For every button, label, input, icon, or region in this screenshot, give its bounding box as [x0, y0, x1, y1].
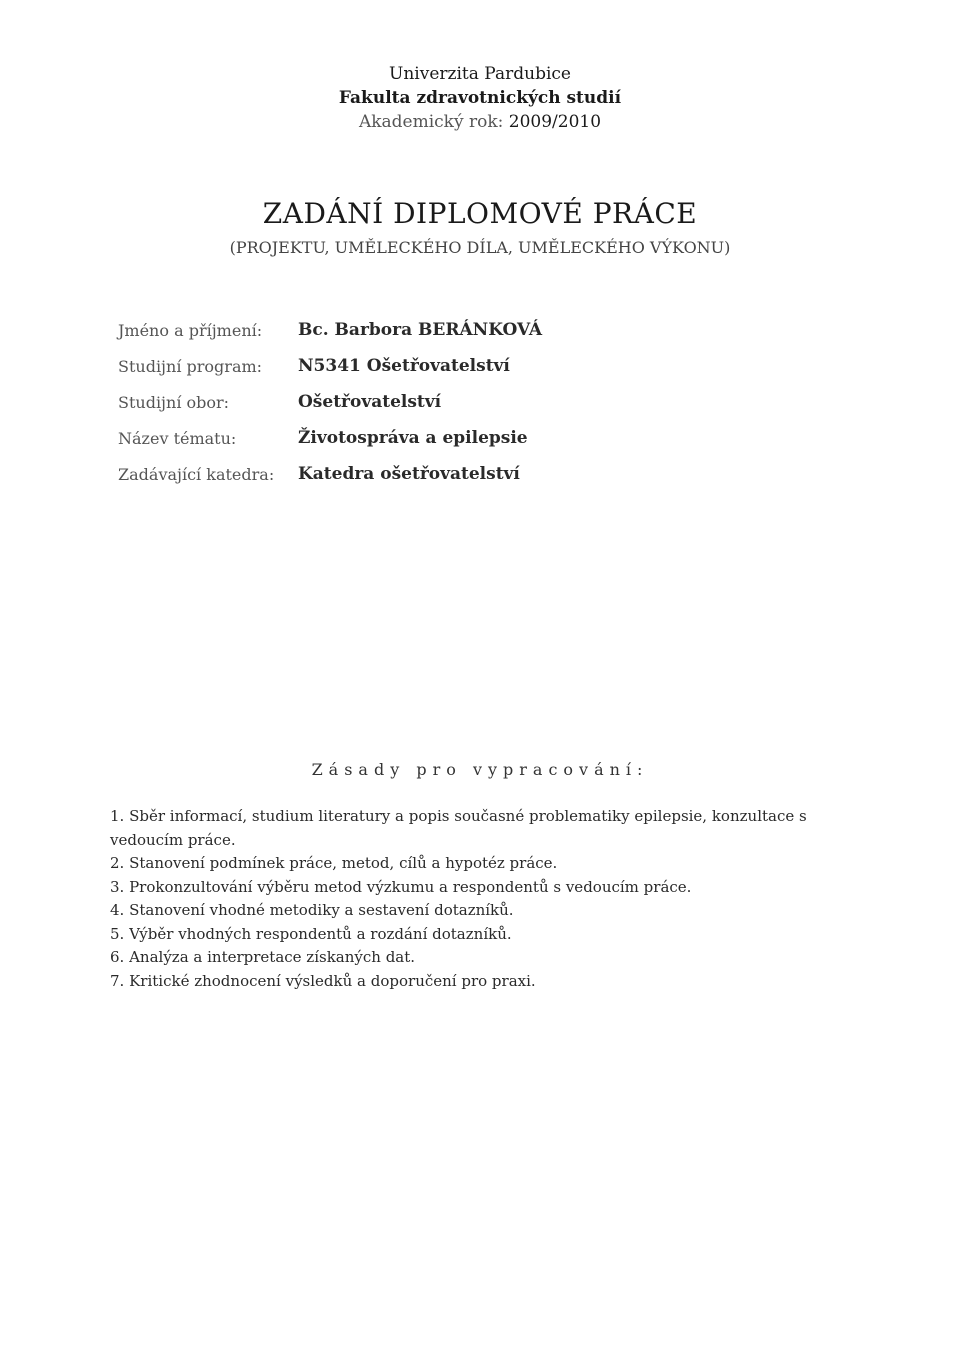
- list-item: 6. Analýza a interpretace získaných dat.: [110, 948, 416, 966]
- university-name: Univerzita Pardubice: [389, 64, 571, 84]
- list-item: 5. Výběr vhodných respondentů a rozdání dotazníků.: [110, 924, 512, 943]
- document-subtitle: (PROJEKTU, UMĚLECKÉHO DÍLA, UMĚLECKÉHO VÝKONU): [229, 238, 731, 257]
- principles-heading: Zásady pro vypracování:: [311, 760, 649, 779]
- academic-year-value: 2009/2010: [508, 112, 602, 132]
- document-header: [0, 62, 960, 134]
- info-row-topic: [118, 420, 542, 456]
- info-table: [118, 312, 542, 492]
- info-label: Jméno a příjmení:: [118, 320, 263, 340]
- info-row-name: [118, 312, 542, 348]
- academic-year-label: Akademický rok:: [358, 112, 504, 132]
- info-row-field: [118, 384, 542, 420]
- faculty-name: Fakulta zdravotnických studií: [338, 88, 622, 108]
- info-row-program: [118, 348, 542, 384]
- info-label: Název tématu:: [118, 428, 237, 448]
- title-block: [0, 196, 960, 260]
- info-row-department: [118, 456, 542, 492]
- list-item: 3. Prokonzultování výběru metod výzkumu a respondentů s vedoucím práce.: [110, 877, 692, 896]
- info-label: Studijní obor:: [118, 392, 230, 412]
- document-title: ZADÁNÍ DIPLOMOVÉ PRÁCE: [262, 197, 698, 230]
- principles-list: [110, 805, 875, 993]
- list-item: 1. Sběr informací, studium literatury a popis současné problematiky epilepsie, konzultace s vedoucím práce.: [110, 807, 807, 849]
- info-label: Zadávající katedra:: [118, 464, 275, 484]
- info-value: N5341 Ošetřovatelství: [298, 356, 510, 376]
- list-item: 7. Kritické zhodnocení výsledků a doporučení pro praxi.: [110, 971, 536, 990]
- info-value: Katedra ošetřovatelství: [298, 464, 520, 484]
- academic-year: [0, 110, 960, 134]
- info-value: Životospráva a epilepsie: [298, 428, 528, 448]
- list-item: 4. Stanovení vhodné metodiky a sestavení dotazníků.: [110, 901, 514, 919]
- list-item: 2. Stanovení podmínek práce, metod, cílů a hypotéz práce.: [110, 854, 558, 872]
- info-value: Ošetřovatelství: [298, 392, 442, 412]
- info-label: Studijní program:: [118, 356, 263, 376]
- info-value: Bc. Barbora BERÁNKOVÁ: [298, 320, 543, 340]
